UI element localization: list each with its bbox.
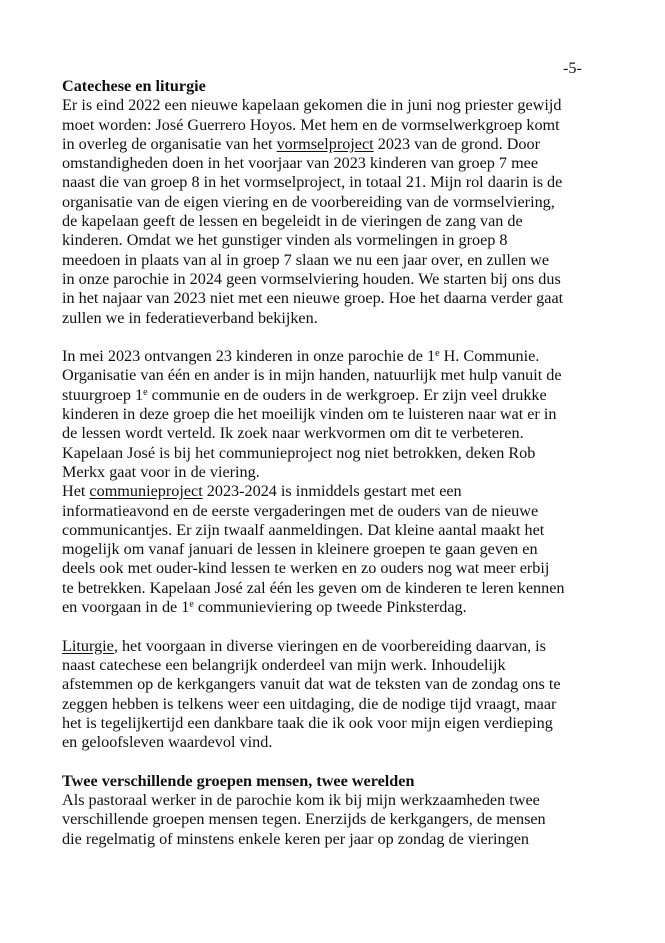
text-line: communicantjes. Er zijn twaalf aanmeldingen. Dat kleine aantal maakt het xyxy=(62,520,545,539)
text-line: verschillende groepen mensen tegen. Enerzijds de kerkgangers, de mensen xyxy=(62,810,546,829)
text-line: Kapelaan José is bij het communieproject nog niet betrokken, deken Rob xyxy=(62,443,536,462)
text-line: in onze parochie in 2024 geen vormselviering houden. We starten bij ons dus xyxy=(62,269,561,288)
text-line: de kapelaan geeft de lessen en begeleidt in de vieringen de zang van de xyxy=(62,212,523,231)
underlined-term: Liturgie xyxy=(62,636,114,655)
ordinal-superscript: e xyxy=(143,386,148,398)
section-heading: Catechese en liturgie xyxy=(62,77,206,95)
text-line: die regelmatig of minstens enkele keren per jaar op zondag de vieringen xyxy=(62,829,530,848)
text-line: te betrekken. Kapelaan José zal één les geven om de kinderen te leren kennen xyxy=(62,578,565,597)
text-line: omstandigheden doen in het voorjaar van 2023 kinderen van groep 7 mee xyxy=(62,154,539,173)
text-line: het is tegelijkertijd een dankbare taak die ik ook voor mijn eigen verdieping xyxy=(62,713,553,732)
text-segment: 2023-2024 is inmiddels gestart met een xyxy=(202,482,462,501)
text-line: deels ook met ouder-kind lessen te werken en zo ouders nog wat meer erbij xyxy=(62,559,550,578)
text-line: kinderen. Omdat we het gunstiger vinden als vormelingen in groep 8 xyxy=(62,231,508,250)
text-segment: 2023 van de grond. Door xyxy=(373,134,541,153)
paragraph-gap xyxy=(62,617,622,636)
ordinal-superscript: e xyxy=(435,348,440,360)
text-line: zeggen hebben is telkens weer een uitdaging, die de nodige tijd vraagt, maar xyxy=(62,694,557,713)
text-segment: H. Communie. xyxy=(439,347,540,366)
text-line: kinderen in deze groep die het moeilijk vinden om te luisteren naar wat er in xyxy=(62,405,557,424)
paragraph-gap xyxy=(62,752,622,771)
text-line xyxy=(62,637,622,656)
text-segment: communieviering op tweede Pinksterdag. xyxy=(193,598,467,617)
text-line: Er is eind 2022 een nieuwe kapelaan gekomen die in juni nog priester gewijd xyxy=(62,96,562,115)
text-line: Als pastoraal werker in de parochie kom ik bij mijn werkzaamheden twee xyxy=(62,790,540,809)
text-line: naast catechese een belangrijk onderdeel van mijn werk. Inhoudelijk xyxy=(62,655,506,674)
underlined-term: communieproject xyxy=(89,482,203,501)
text-line: mogelijk om vanaf januari de lessen in kleinere groepen te gaan geven en xyxy=(62,540,538,559)
text-line: moet worden: José Guerrero Hoyos. Met hem en de vormselwerkgroep komt xyxy=(62,115,560,134)
text-line: afstemmen op de kerkgangers vanuit dat wat de teksten van de zondag ons te xyxy=(62,675,561,694)
text-segment: communie en de ouders in de werkgroep. Er zijn veel drukke xyxy=(147,385,547,404)
text-line: zullen we in federatieverband bekijken. xyxy=(62,308,318,327)
paragraph-gap xyxy=(62,328,622,347)
text-segment: stuurgroep 1 xyxy=(62,385,144,404)
text-line: informatieavond en de eerste vergaderingen met de ouders van de nieuwe xyxy=(62,501,539,520)
text-line: de lessen wordt verteld. Ik zoek naar werkvormen om dit te verbeteren. xyxy=(62,424,524,443)
text-line: organisatie van de eigen viering en de voorbereiding van de vormselviering, xyxy=(62,192,555,211)
text-line: Merkx gaat voor in de viering. xyxy=(62,462,260,481)
text-line xyxy=(62,482,622,501)
text-segment: In mei 2023 ontvangen 23 kinderen in onze parochie de 1 xyxy=(62,347,436,366)
text-line xyxy=(62,135,622,154)
page-number: -5- xyxy=(563,59,582,77)
document-body xyxy=(62,77,622,849)
text-line: naast die van groep 8 in het vormselproject, in totaal 21. Mijn rol daarin is de xyxy=(62,173,563,192)
text-line: Organisatie van één en ander is in mijn handen, natuurlijk met hulp vanuit de xyxy=(62,366,562,385)
text-line xyxy=(62,347,622,366)
text-line xyxy=(62,386,622,405)
text-line: in het najaar van 2023 niet met een nieuwe groep. Hoe het daarna verder gaat xyxy=(62,289,564,308)
text-segment: , het voorgaan in diverse vieringen en de voorbereiding daarvan, is xyxy=(113,636,546,655)
underlined-term: vormselproject xyxy=(276,134,374,153)
text-segment: Het xyxy=(62,482,90,501)
text-line xyxy=(62,598,622,617)
text-segment: in overleg de organisatie van het xyxy=(62,134,277,153)
section-heading: Twee verschillende groepen mensen, twee werelden xyxy=(62,771,415,790)
text-line: en geloofsleven waardevol vind. xyxy=(62,733,273,752)
ordinal-superscript: e xyxy=(189,599,194,611)
text-line: meedoen in plaats van al in groep 7 slaan we nu een jaar over, en zullen we xyxy=(62,250,550,269)
text-segment: en voorgaan in de 1 xyxy=(62,598,190,617)
